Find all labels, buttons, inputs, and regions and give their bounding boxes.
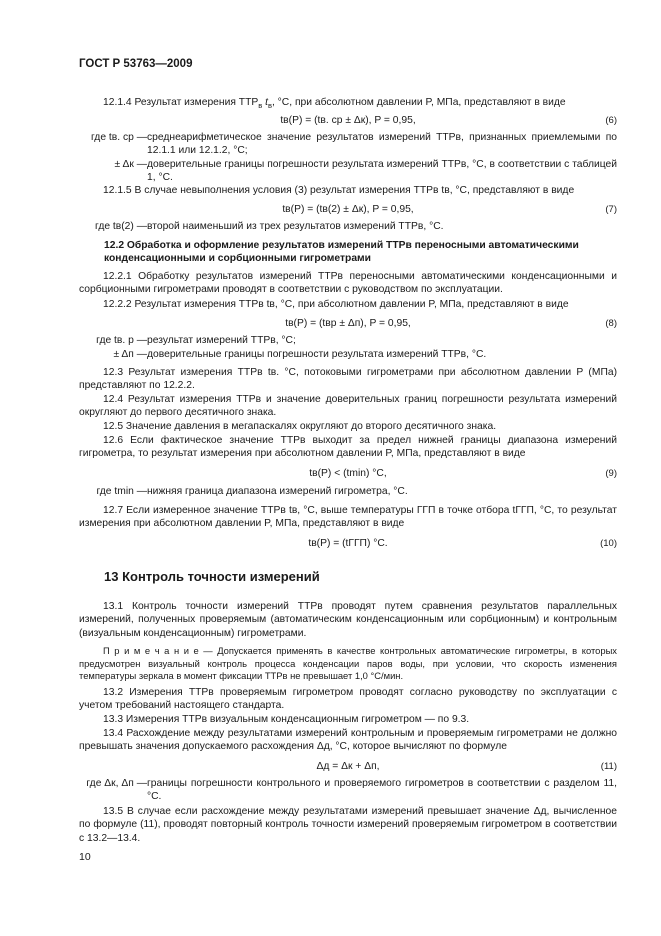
section-heading-12-2: 12.2 Обработка и оформление результатов измерений ТТРв переносными автоматическими конденсационными и сорбционными гигрометрами [104, 240, 579, 265]
note: П р и м е ч а н и е — Допускается применять в качестве контрольных автоматические гигрометры, в которых предусмотрен визуальный контроль процесса конденсации паров воды, при условии, что скорость изменения температуры зеркала в момент фиксации ТТРв не превышает 1,0 °С/мин. [79, 645, 617, 682]
where-list-11: где Δк, Δп — границы погрешности контрольного и проверяемого гигрометров в соответствии с разделом 11, °С. [86, 778, 617, 803]
where-list-9: где tmin — нижняя граница диапазона измерений гигрометра, °С. [96, 486, 408, 497]
clause-12-5: 12.5 Значение давления в мегапаскалях округляют до второго десятичного знака. [103, 421, 497, 432]
clause-12-4: 12.4 Результат измерения ТТРв и значение доверительных границ погрешности результата измерений округляют до первого десятичного знака. [79, 394, 617, 419]
formula-10: tв(P) = (tГГП) °С. (10) [308, 538, 617, 549]
clause-12-1-4: 12.1.4 Результат измерения $ТТР_в$ $t_в$, °С, при абсолютном давлении P, МПа, представляют в виде [103, 97, 566, 111]
formula-7: tв(P) = (tв(2) ± Δк), P = 0,95, (7) [282, 204, 617, 215]
formula-6-expression: tв(P) = (tв. ср ± Δк), P = 0,95, [280, 115, 416, 126]
where-list-6a: где tв. ср — среднеарифметическое значение результатов измерений ТТРв, признанных приемлемыми по 12.1.1 или 12.1.2, °С; [91, 132, 617, 157]
clause-12-2-2: 12.2.2 Результат измерения ТТРв tв, °С, при абсолютном давлении P, МПа, представляют в виде [103, 299, 569, 310]
formula-6-number: (6) [605, 115, 617, 126]
formula-11: Δд = Δк + Δп, (11) [316, 761, 617, 772]
formula-6 [79, 114, 617, 128]
clause-13-2: 13.2 Измерения ТТРв проверяемым гигрометром проводят согласно руководству по эксплуатации с учетом требований настоящего стандарта. [79, 687, 617, 712]
section-heading-13: 13 Контроль точности измерений [104, 569, 320, 584]
clause-12-2-1: 12.2.1 Обработку результатов измерений ТТРв переносными автоматическими конденсационными и сорбционными гигрометрами проводят в соответствии с руководством по эксплуатации. [79, 271, 617, 296]
standard-header: ГОСТ Р 53763—2009 [79, 58, 193, 70]
where-list-8b: ± Δп — доверительные границы погрешности результата измерений ТТРв, °С. [113, 349, 487, 360]
clause-12-7: 12.7 Если измеренное значение ТТРв tв, °С, выше температуры ГГП в точке отбора tГГП, °С, то результат измерения при абсолютном давлении P, МПа, представляют в виде [79, 505, 617, 530]
formula-9: tв(P) < (tmin) °С, (9) [309, 468, 617, 479]
clause-12-6: 12.6 Если фактическое значение ТТРв выходит за предел нижней границы диапазона измерений гигрометра, то результат измерения при абсолютном давлении P, МПа, представляют в виде [79, 435, 617, 460]
clause-13-5: 13.5 В случае если расхождение между результатами измерений превышает значение Δд, вычисленное по формуле (11), проводят повторный контроль точности измерений проверяемым гигрометром в соответствии с 13.2—13.4. [79, 806, 617, 844]
where-list-8a: где tв. р — результат измерений ТТРв, °С; [96, 335, 296, 346]
clause-13-1: 13.1 Контроль точности измерений ТТРв проводят путем сравнения результатов параллельных измерений, полученных проверяемым (автоматическим конденсационным или сорбционным) и контрольным (визуальным конденсационным) гигрометрами. [79, 601, 617, 639]
formula-8: tв(P) = (tвр ± Δп), P = 0,95, (8) [285, 318, 617, 329]
where-list-6b: ± Δк — доверительные границы погрешности результата измерений ТТРв, °С, в соответствии с таблицей 1, °С. [114, 159, 617, 184]
where-list-7: где tв(2) — второй наименьший из трех результатов измерений ТТРв, °С. [95, 221, 444, 232]
clause-12-1-5: 12.1.5 В случае невыполнения условия (3) результат измерения ТТРв tв, °С, представляют в виде [103, 185, 575, 196]
clause-13-4: 13.4 Расхождение между результатами измерений контрольным и проверяемым гигрометрами не должно превышать значения допускаемого расхождения Δд, °С, которое вычисляют по формуле [79, 728, 617, 753]
clause-13-3: 13.3 Измерения ТТРв визуальным конденсационным гигрометром — по 9.3. [103, 714, 470, 725]
page-number: 10 [79, 851, 91, 863]
clause-12-3: 12.3 Результат измерения ТТРв tв. °С, потоковыми гигрометрами при абсолютном давлении P (МПа) представляют по 12.2.2. [79, 367, 617, 392]
